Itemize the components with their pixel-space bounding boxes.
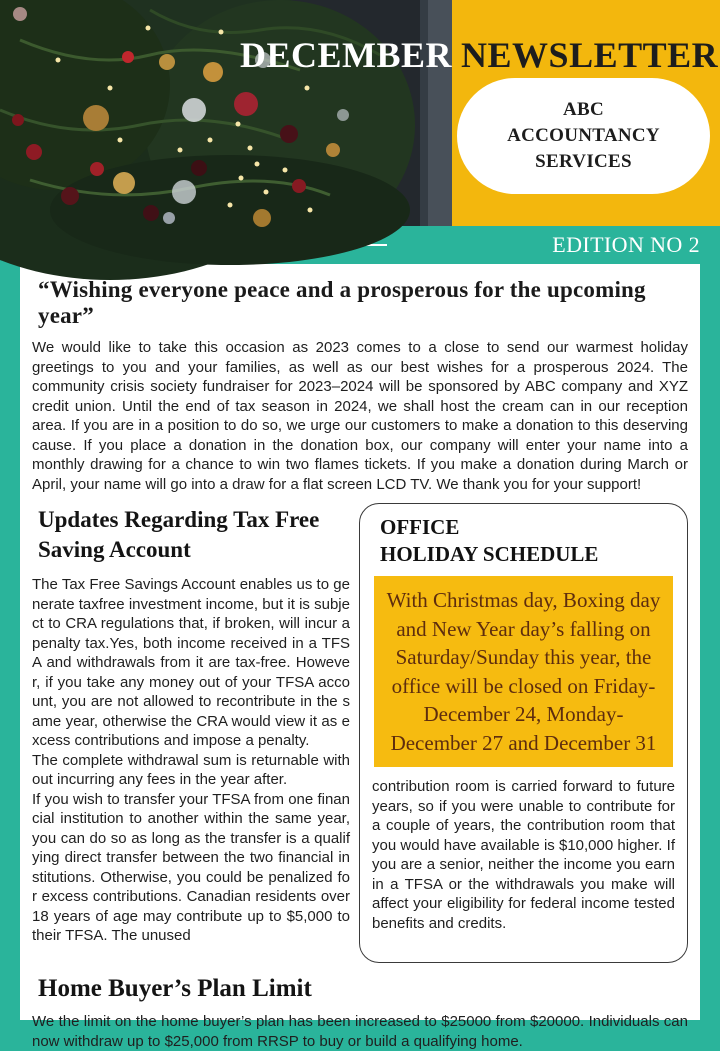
title-newsletter: NEWSLETTER (461, 35, 719, 76)
tfsa-paragraph-1: The Tax Free Savings Account enables us to generate taxfree investment income, but it is subject to CRA regulations that, if broken, will incur a penalty tax.Yes, both income received in a TFSA and withdrawals from it are tax-free. However, if you take any money out of your TFSA account, you are not allowed to recontribute in the same year, otherwise the CRA would view it as excess contributions and impose a penalty. (32, 576, 350, 749)
logo-line-2: ACCOUNTANCY (507, 125, 660, 146)
newsletter-title (240, 34, 718, 76)
tfsa-column (32, 503, 359, 963)
schedule-paragraph: contribution room is carried forward to future years, so if you were unable to contribute for a couple of years, the contribution room that you would have available is $10,000 higher. If you are a senior, neither the income you earn in a TFSA or the withdrawals you make will affect your eligibility for federal income tested benefits and credits. (372, 778, 675, 932)
tfsa-paragraph-3: If you wish to transfer your TFSA from one financial institution to another within the same year, you can do so as long as the transfer is a qualifying direct transfer between the two financial institutions. Otherwise, you could be penalized for excess contributions. Canadian residents over 18 years of age may contribute up to $5,000 to their TFSA. The unused (32, 790, 350, 944)
two-column-section (32, 503, 688, 963)
content-sheet (20, 264, 700, 1050)
schedule-column (359, 503, 688, 963)
tfsa-paragraph-2: The complete withdrawal sum is returnable without incurring any fees in the year after. (32, 751, 350, 788)
home-buyers-plan-paragraph: We the limit on the home buyer’s plan has been increased to $25000 from $20000. Individuals can now withdraw up to $25,000 from RRSP to buy or build a qualifying home. (32, 1013, 688, 1050)
holiday-closure-notice: With Christmas day, Boxing day and New Year day’s falling on Saturday/Sunday this year, the office will be closed on Friday- December 24, Monday- December 27 and December 31 (374, 576, 673, 767)
schedule-heading-line-2: HOLIDAY SCHEDULE (380, 542, 599, 566)
masthead (0, 0, 720, 226)
logo-line-1: ABC (562, 99, 604, 120)
tfsa-heading: Updates Regarding Tax Free Saving Account (38, 507, 320, 562)
lead-quote: “Wishing everyone peace and a prosperous for the upcoming year” (38, 277, 646, 328)
logo-line-3: SERVICES (535, 151, 632, 172)
title-december: DECEMBER (240, 35, 453, 76)
office-holiday-schedule-box (359, 503, 688, 963)
schedule-heading (380, 514, 675, 568)
schedule-heading-line-1: OFFICE (380, 515, 460, 539)
lead-paragraph: We would like to take this occasion as 2023 comes to a close to send our warmest holiday greetings to you and your families, as well as our best wishes for a prosperous 2024. The community crisis society fundraiser for 2023–2024 will be sponsored by ABC company and XYZ credit union. Until the end of tax season in 2024, we shall host the cream can in our reception area. If you are in a position to do so, we urge our customers to make a donation to this deserving cause. If you place a donation in the donation box, our company will enter your name into a monthly drawing for a chance to win two flames tickets. If you make a donation during March or April, your name will go into a draw for a flat screen LCD TV. We thank you for your support! (32, 339, 688, 493)
edition-number: EDITION NO 2 (552, 232, 701, 257)
home-buyers-plan-heading: Home Buyer’s Plan Limit (38, 975, 312, 1002)
company-logo-oval (457, 78, 710, 194)
